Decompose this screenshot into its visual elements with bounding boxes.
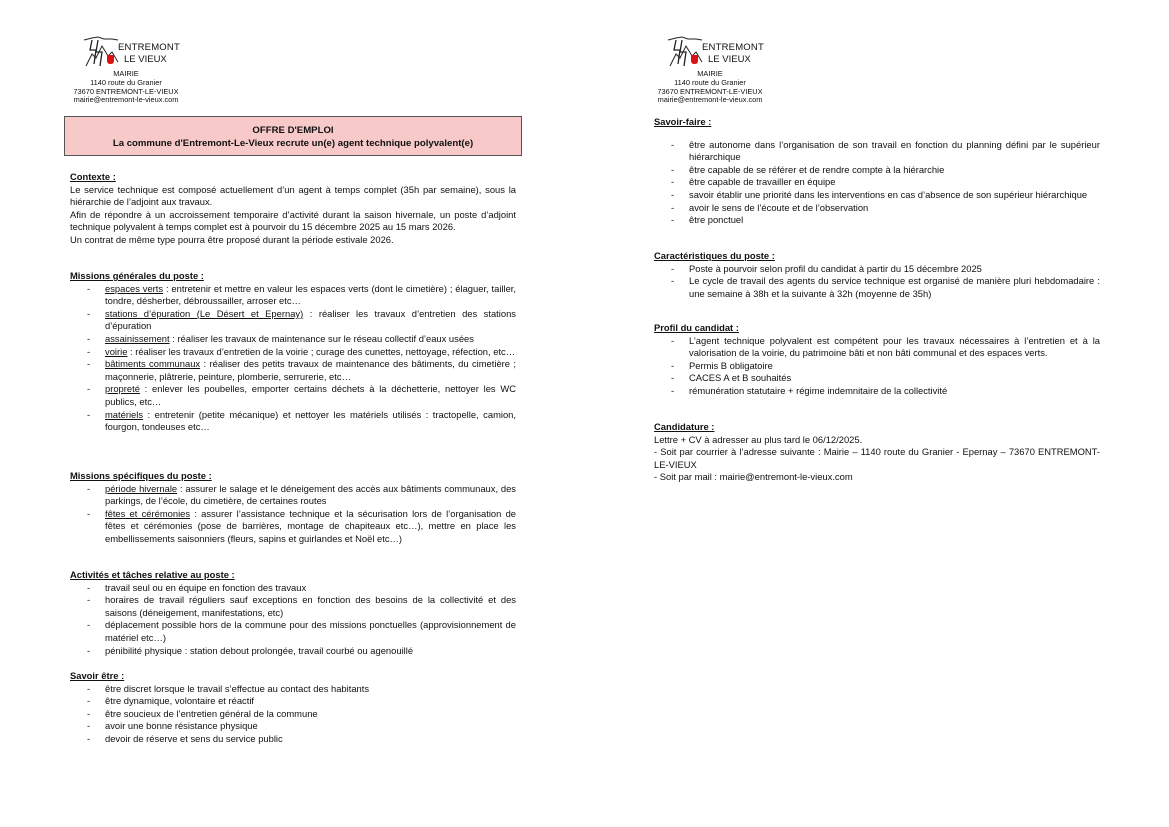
list-item: - stations d’épuration (Le Désert et Epernay) : réaliser les travaux d’entretien des stations d’épuration [87, 307, 516, 332]
list-item: - horaires de travail réguliers sauf exceptions en fonction des besoins de la collectivité et des saisons (déneigement, manifestations, etc) [87, 594, 516, 618]
savoir-etre-heading: Savoir être : [70, 670, 125, 681]
activites-list [70, 582, 516, 658]
section-savoir-faire [654, 116, 1100, 227]
list-item: - être discret lorsque le travail s’effectue au contact des habitants [87, 682, 370, 694]
list-item: - voirie : réaliser les travaux d’entretien de la voirie ; curage des cunettes, nettoyage, réfection, etc… [87, 345, 516, 357]
section-missions-specifiques [70, 470, 516, 546]
logo-text-2: LE VIEUX [708, 54, 751, 65]
savoir-faire-list [654, 139, 1100, 227]
list-item: - Poste à pourvoir selon profil du candidat à partir du 15 décembre 2025 [671, 262, 982, 274]
list-item: - déplacement possible hors de la commune pour des missions ponctuelles (approvisionnement de matériel etc…) [87, 619, 516, 643]
profil-list [654, 335, 1100, 398]
list-item: - Permis B obligatoire [671, 359, 773, 371]
list-item: - être capable de travailler en équipe [671, 176, 836, 188]
list-item: - devoir de réserve et sens du service public [87, 732, 283, 744]
mountain-logo-icon [666, 36, 706, 70]
city-address: 73670 ENTREMONT-LE-VIEUX [73, 86, 179, 96]
list-item: - fêtes et cérémonies : assurer l’assistance technique et la sécurisation lors de l’organisation de fêtes et cérémonies (pose de barrières, montage de chapiteaux etc…), mettre en place les embellissements saisonniers (fleurs, sapins et guirlandes et Noël etc…) [87, 507, 516, 544]
list-item: - espaces verts : entretenir et mettre en valeur les espaces verts (dont le cimetière) ; élaguer, tailler, tondre, désherber, débroussailler, arroser etc… [87, 282, 516, 307]
missions-generales-heading: Missions générales du poste : [70, 270, 204, 281]
list-item: - être ponctuel [671, 214, 744, 226]
list-item: - être autonome dans l’organisation de son travail en fonction du planning défini par le supérieur hiérarchique [671, 138, 1100, 163]
list-item: - bâtiments communaux : réaliser des petits travaux de maintenance des bâtiments, du cimetière ; maçonnerie, plâtrerie, peinture, plomberie, serrurerie, etc… [87, 358, 516, 382]
mairie-address [650, 70, 770, 105]
activites-heading: Activités et tâches relative au poste : [70, 569, 235, 580]
logo-text-2: LE VIEUX [124, 54, 167, 65]
logo-text-1: ENTREMONT [702, 42, 764, 53]
missions-specifiques-list [70, 483, 516, 546]
section-savoir-etre [70, 670, 516, 746]
savoir-etre-list [70, 683, 516, 746]
list-item: - Le cycle de travail des agents du service technique est organisé de manière pluri hebdomadaire : une semaine à 38h et la suivante à 32h (moyenne de 35h) [671, 275, 1100, 299]
missions-specifiques-heading: Missions spécifiques du poste : [70, 470, 212, 481]
job-offer-title-box [64, 116, 522, 156]
list-item: - CACES A et B souhaités [671, 372, 792, 384]
logo-text-1: ENTREMONT [118, 42, 180, 53]
mairie-address [66, 70, 186, 105]
list-item: - assainissement : réaliser les travaux de maintenance sur le réseau collectif d’eaux usées [87, 332, 474, 344]
letterhead [650, 36, 780, 105]
list-item: - rémunération statutaire + régime indemnitaire de la collectivité [671, 384, 948, 396]
list-item: - travail seul ou en équipe en fonction des travaux [87, 581, 307, 593]
section-candidature [654, 421, 1100, 484]
mountain-logo-icon [82, 36, 122, 70]
candidature-line-1: Lettre + CV à adresser au plus tard le 06/12/2025. [654, 433, 863, 445]
list-item: - savoir établir une priorité dans les interventions en cas d’absence de son supérieur hiérarchique [671, 188, 1088, 200]
savoir-faire-heading: Savoir-faire : [654, 116, 712, 127]
list-item: - propreté : enlever les poubelles, emporter certains déchets à la déchetterie, nettoyer les WC publics, etc… [87, 383, 516, 407]
city-address: 73670 ENTREMONT-LE-VIEUX [657, 86, 763, 96]
list-item: - être dynamique, volontaire et réactif [87, 695, 255, 707]
contexte-p1: Le service technique est composé actuellement d’un agent à temps complet (35h par semaine), sous la hiérarchie de l’adjoint aux travaux. [70, 183, 516, 208]
letterhead [66, 36, 196, 105]
profil-heading: Profil du candidat : [654, 322, 739, 333]
title-line-2: La commune d'Entremont-Le-Vieux recrute un(e) agent technique polyvalent(e) [112, 138, 474, 149]
contexte-heading: Contexte : [70, 171, 116, 182]
street-address: 1140 route du Granier [674, 77, 746, 87]
section-missions-generales [70, 270, 516, 434]
list-item: - matériels : entretenir (petite mécanique) et nettoyer les matériels utilisés : tractopelle, camion, fourgon, tondeuses etc… [87, 408, 516, 433]
candidature-line-2: - Soit par courrier à l’adresse suivante : Mairie – 1140 route du Granier - Epernay – 73670 ENTREMONT-LE-VIEUX [654, 446, 1100, 470]
contexte-p3: Un contrat de même type pourra être proposé durant la période estivale 2026. [70, 233, 394, 245]
section-profil [654, 322, 1100, 398]
missions-generales-list [70, 283, 516, 434]
caracteristiques-heading: Caractéristiques du poste : [654, 250, 775, 261]
mairie-label: MAIRIE [697, 69, 723, 78]
savoie-shield-icon [107, 55, 114, 64]
savoie-shield-icon [691, 55, 698, 64]
list-item: - période hivernale : assurer le salage et le déneigement des accès aux bâtiments communaux, des parkings, de l’école, du cimetière, de certaines routes [87, 482, 516, 507]
title-line-1: OFFRE D'EMPLOI [252, 125, 334, 136]
email-address: mairie@entremont-le-vieux.com [73, 95, 179, 105]
list-item: - être capable de se référer et de rendre compte à la hiérarchie [671, 163, 945, 175]
email-address: mairie@entremont-le-vieux.com [657, 95, 763, 105]
caracteristiques-list [654, 263, 1100, 301]
list-item: - L’agent technique polyvalent est compétent pour les travaux nécessaires à l’entretien et à la valorisation de la voirie, du patrimoine bâti et non bâti communal et des espaces verts. [671, 334, 1100, 359]
commune-logo [66, 36, 186, 70]
list-item: - être soucieux de l’entretien général de la commune [87, 707, 318, 719]
street-address: 1140 route du Granier [90, 77, 162, 87]
section-contexte [70, 171, 516, 247]
candidature-line-3: - Soit par mail : mairie@entremont-le-vieux.com [654, 471, 853, 483]
mairie-label: MAIRIE [113, 69, 139, 78]
candidature-heading: Candidature : [654, 421, 715, 432]
list-item: - avoir une bonne résistance physique [87, 720, 258, 732]
section-activites [70, 569, 516, 657]
list-item: - avoir le sens de l’écoute et de l’observation [671, 201, 869, 213]
list-item: - pénibilité physique : station debout prolongée, travail courbé ou agenouillé [87, 644, 414, 656]
contexte-p2: Afin de répondre à un accroissement temporaire d’activité durant la saison hivernale, un poste d’adjoint technique polyvalent à temps complet est à pourvoir du 15 décembre 2025 au 15 mars 2026. [70, 208, 516, 233]
commune-logo [650, 36, 770, 70]
section-caracteristiques [654, 250, 1100, 300]
